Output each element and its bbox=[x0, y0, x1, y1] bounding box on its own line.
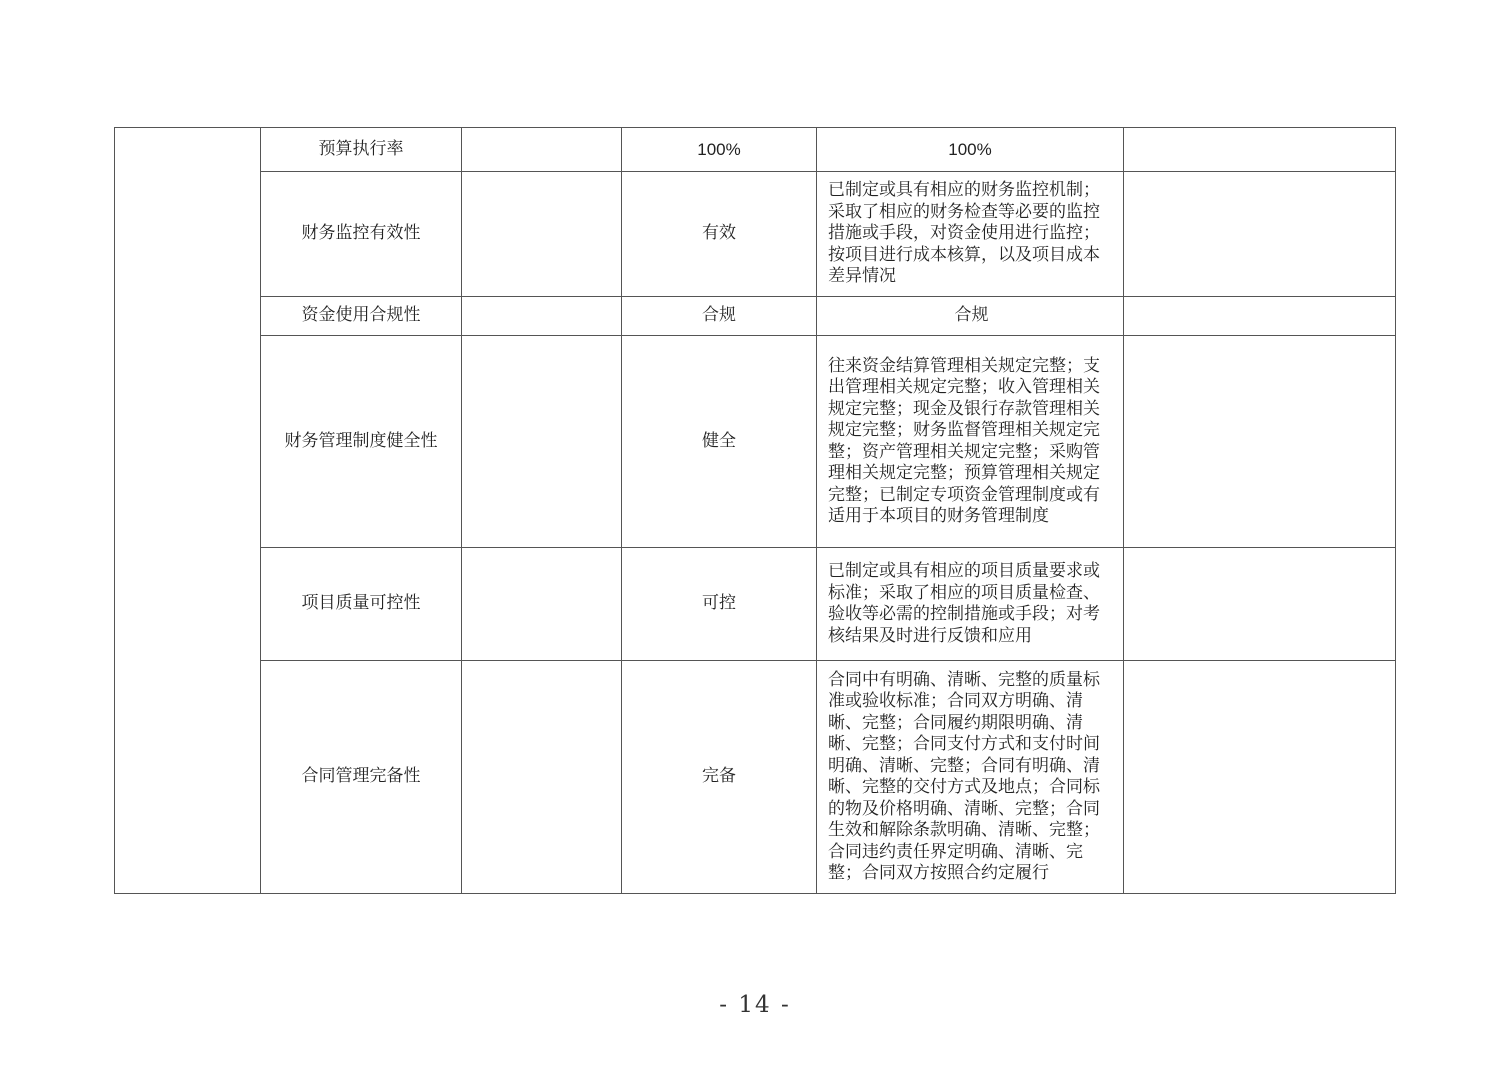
table-row bbox=[115, 172, 1396, 297]
standard-cell: 100% bbox=[817, 128, 1124, 172]
indicator-name-cell: 项目质量可控性 bbox=[261, 548, 462, 661]
table-row bbox=[115, 661, 1396, 894]
indicator-name-cell: 财务监控有效性 bbox=[261, 172, 462, 297]
page-number: - 14 - bbox=[719, 992, 791, 1018]
target-value-cell: 有效 bbox=[622, 172, 817, 297]
table-row bbox=[115, 548, 1396, 661]
standard-cell: 已制定或具有相应的项目质量要求或标准；采取了相应的项目质量检查、验收等必需的控制措施或手段；对考核结果及时进行反馈和应用 bbox=[817, 548, 1124, 661]
weight-cell bbox=[462, 128, 622, 172]
score-cell bbox=[1124, 172, 1396, 297]
score-cell bbox=[1124, 661, 1396, 894]
weight-cell bbox=[462, 297, 622, 336]
table-row bbox=[115, 297, 1396, 336]
target-value-cell: 完备 bbox=[622, 661, 817, 894]
performance-indicator-table bbox=[114, 127, 1396, 894]
indicator-name-cell: 合同管理完备性 bbox=[261, 661, 462, 894]
standard-cell: 往来资金结算管理相关规定完整；支出管理相关规定完整；收入管理相关规定完整；现金及银行存款管理相关规定完整；财务监督管理相关规定完整；资产管理相关规定完整；采购管理相关规定完整；预算管理相关规定完整；已制定专项资金管理制度或有适用于本项目的财务管理制度 bbox=[817, 336, 1124, 548]
score-cell bbox=[1124, 548, 1396, 661]
weight-cell bbox=[462, 336, 622, 548]
indicator-name-cell: 财务管理制度健全性 bbox=[261, 336, 462, 548]
score-cell bbox=[1124, 297, 1396, 336]
weight-cell bbox=[462, 661, 622, 894]
weight-cell bbox=[462, 172, 622, 297]
standard-cell: 合同中有明确、清晰、完整的质量标准或验收标准；合同双方明确、清晰、完整；合同履约期限明确、清晰、完整；合同支付方式和支付时间明确、清晰、完整；合同有明确、清晰、完整的交付方式及地点；合同标的物及价格明确、清晰、完整；合同生效和解除条款明确、清晰、完整；合同违约责任界定明确、清晰、完整；合同双方按照合约定履行 bbox=[817, 661, 1124, 894]
target-value-cell: 健全 bbox=[622, 336, 817, 548]
target-value-cell: 可控 bbox=[622, 548, 817, 661]
weight-cell bbox=[462, 548, 622, 661]
table-row bbox=[115, 336, 1396, 548]
table-row bbox=[115, 128, 1396, 172]
standard-cell: 合规 bbox=[817, 297, 1124, 336]
standard-cell: 已制定或具有相应的财务监控机制；采取了相应的财务检查等必要的监控措施或手段，对资金使用进行监控；按项目进行成本核算，以及项目成本差异情况 bbox=[817, 172, 1124, 297]
score-cell bbox=[1124, 128, 1396, 172]
target-value-cell: 合规 bbox=[622, 297, 817, 336]
score-cell bbox=[1124, 336, 1396, 548]
category-cell bbox=[115, 128, 261, 894]
target-value-cell: 100% bbox=[622, 128, 817, 172]
indicator-name-cell: 预算执行率 bbox=[261, 128, 462, 172]
indicator-name-cell: 资金使用合规性 bbox=[261, 297, 462, 336]
